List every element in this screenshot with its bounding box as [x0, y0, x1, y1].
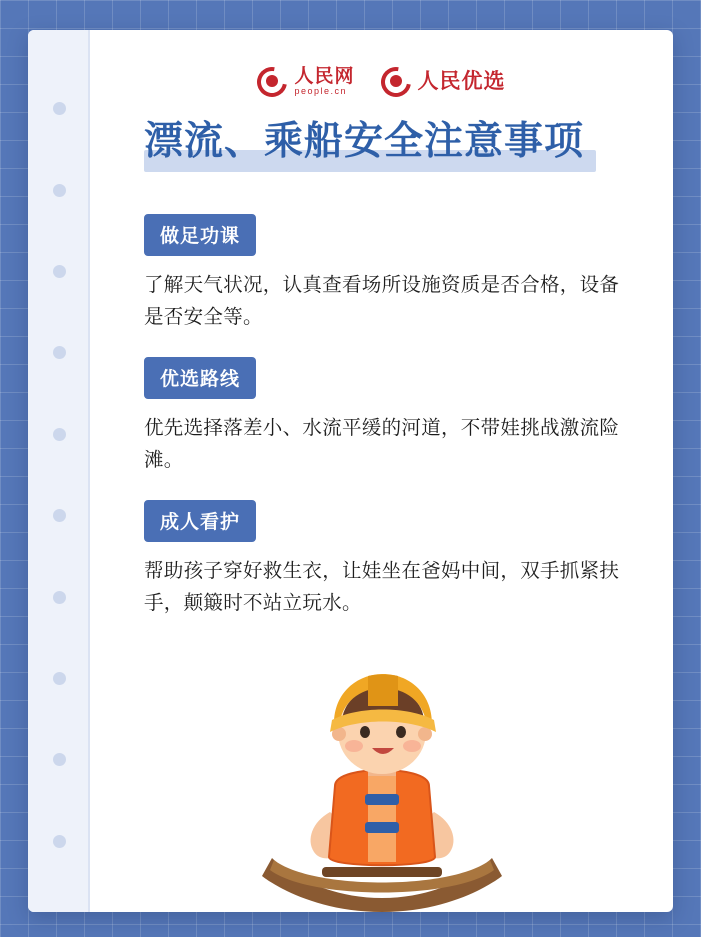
punch-hole	[53, 184, 66, 197]
section-item	[144, 357, 635, 476]
punch-holes	[28, 30, 90, 912]
section-text: 优先选择落差小、水流平缓的河道，不带娃挑战激流险滩。	[144, 417, 620, 471]
punch-hole	[53, 509, 66, 522]
sections-list	[118, 214, 645, 619]
section-text: 了解天气状况，认真查看场所设施资质是否合格，设备是否安全等。	[144, 274, 620, 328]
punch-hole	[53, 346, 66, 359]
poster-card	[28, 30, 673, 912]
section-text: 帮助孩子穿好救生衣，让娃坐在爸妈中间，双手抓紧扶手，颠簸时不站立玩水。	[144, 560, 620, 614]
punch-hole	[53, 102, 66, 115]
people-cn-logo	[257, 67, 354, 97]
punch-hole	[53, 835, 66, 848]
section-badge: 做足功课	[144, 214, 256, 256]
punch-hole	[53, 265, 66, 278]
people-cn-logo-name: 人民网	[294, 66, 355, 88]
section-badge: 优选路线	[144, 357, 256, 399]
punch-hole	[53, 591, 66, 604]
section-badge: 成人看护	[144, 500, 256, 542]
people-youxuan-logo	[381, 67, 506, 97]
logo-row	[118, 58, 645, 106]
child-wearing-life-jacket-in-boat-illustration	[90, 662, 673, 912]
punch-hole	[53, 672, 66, 685]
punch-hole	[53, 753, 66, 766]
section-item	[144, 214, 635, 333]
page-title: 漂流、乘船安全注意事项	[144, 120, 585, 163]
title-block	[118, 120, 645, 182]
punch-hole	[53, 428, 66, 441]
section-item	[144, 500, 635, 619]
people-cn-logo-url: people.cn	[294, 86, 348, 97]
people-cn-logo-icon	[257, 67, 287, 97]
people-youxuan-logo-name: 人民优选	[417, 69, 506, 93]
people-youxuan-logo-icon	[381, 67, 411, 97]
